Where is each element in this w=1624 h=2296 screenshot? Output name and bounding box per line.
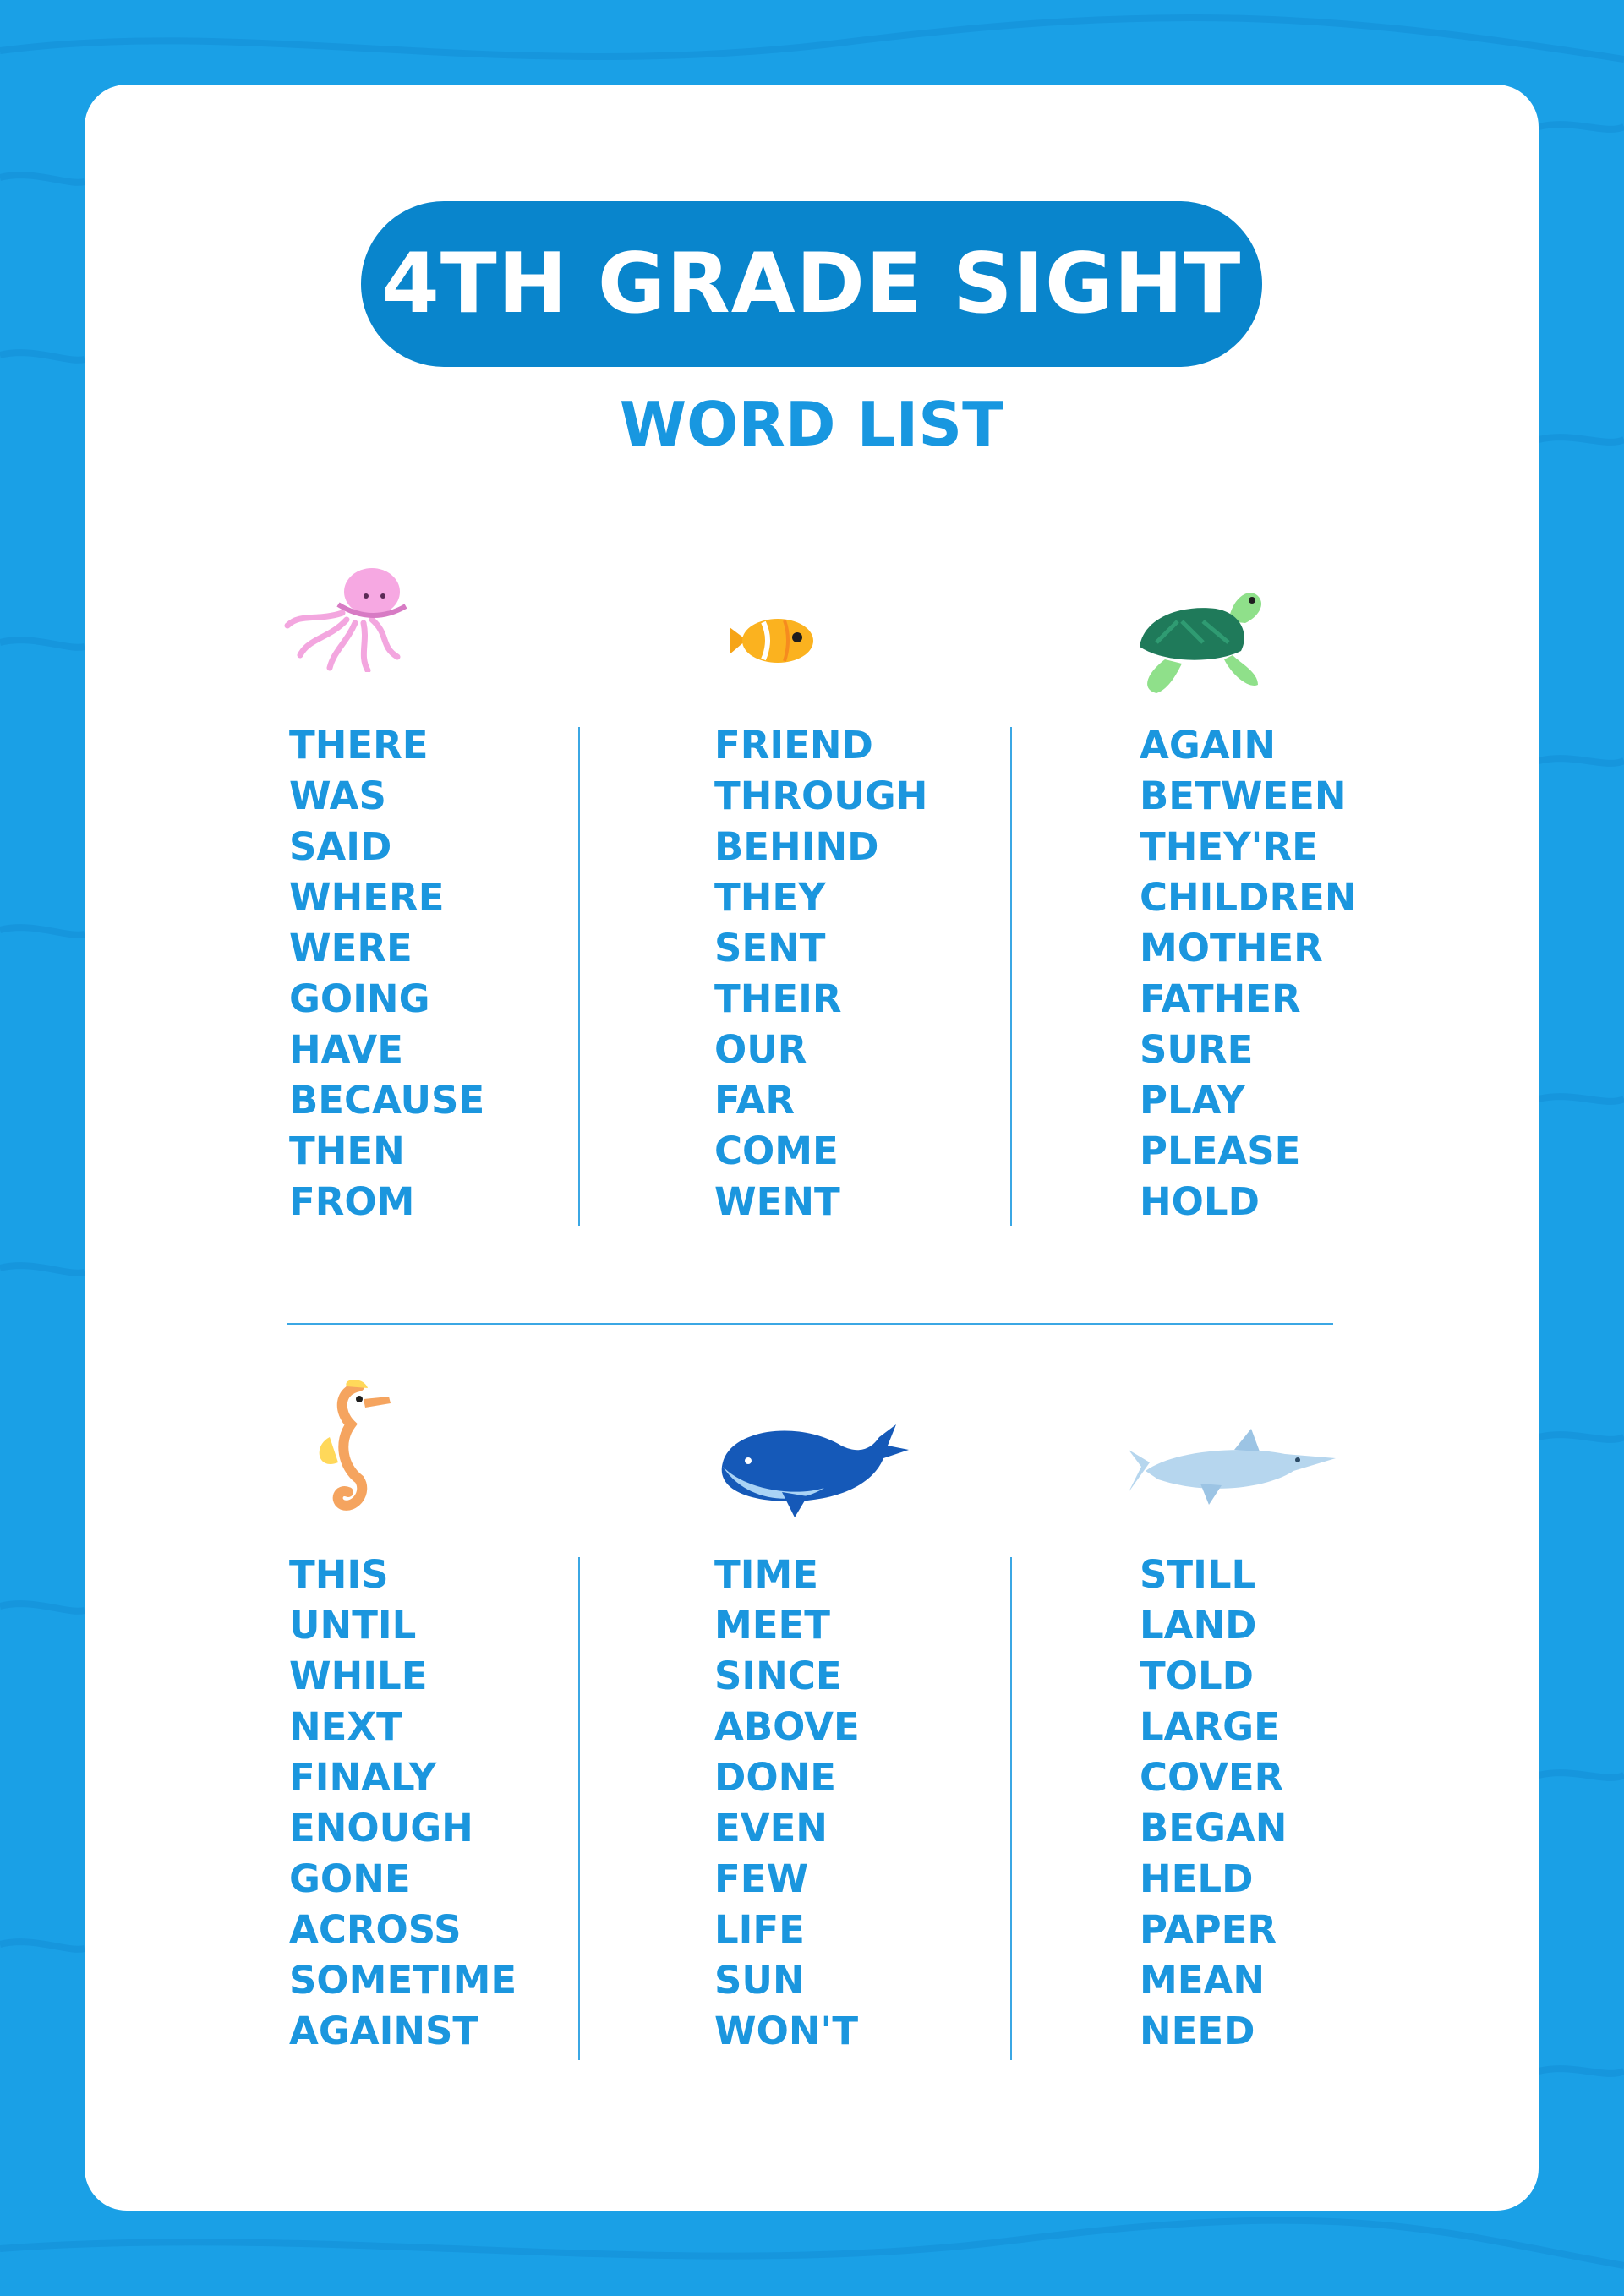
word-column-6	[1140, 1550, 1287, 2057]
word-column-4	[289, 1550, 517, 2057]
sight-word: WHILE	[289, 1654, 428, 1698]
column-divider	[578, 1557, 580, 2060]
sight-word: SENT	[714, 926, 826, 970]
sight-word: SOMETIME	[289, 1958, 517, 2003]
worksheet-card	[85, 85, 1539, 2211]
sight-word: STILL	[1140, 1552, 1256, 1597]
sight-word: BETWEEN	[1140, 774, 1347, 818]
title-banner	[361, 201, 1262, 367]
sight-word: GONE	[289, 1856, 411, 1901]
sight-word: THEY'RE	[1140, 824, 1318, 869]
section-divider	[287, 1323, 1333, 1325]
sight-word: FATHER	[1140, 976, 1301, 1021]
sight-word: TOLD	[1140, 1654, 1254, 1698]
sight-word: SURE	[1140, 1027, 1254, 1072]
sight-word: THEIR	[714, 976, 842, 1021]
whale-icon	[714, 1412, 913, 1522]
sight-word: ENOUGH	[289, 1806, 473, 1850]
sight-word: UNTIL	[289, 1603, 417, 1648]
sight-word: WHERE	[289, 875, 445, 920]
sight-word: COVER	[1140, 1755, 1284, 1800]
sight-word: WON'T	[714, 2009, 859, 2053]
sight-word: ACROSS	[289, 1907, 462, 1952]
column-divider	[1010, 727, 1012, 1226]
sight-word: LARGE	[1140, 1704, 1280, 1749]
sight-word: PLAY	[1140, 1078, 1245, 1123]
sight-word: PLEASE	[1140, 1129, 1301, 1173]
sight-word: SINCE	[714, 1654, 842, 1698]
turtle-icon	[1131, 571, 1288, 702]
sight-word: HAVE	[289, 1027, 403, 1072]
sight-word: EVEN	[714, 1806, 828, 1850]
sight-word: CHILDREN	[1140, 875, 1357, 920]
sight-word: ABOVE	[714, 1704, 860, 1749]
sight-word: THROUGH	[714, 774, 928, 818]
word-column-5	[714, 1550, 860, 2057]
sight-word: AGAINST	[289, 2009, 479, 2053]
sight-word: FEW	[714, 1856, 809, 1901]
sight-word: SAID	[289, 824, 392, 869]
sight-word: MEET	[714, 1603, 830, 1648]
word-column-2	[714, 720, 927, 1227]
seahorse-icon	[313, 1378, 406, 1517]
dolphin-icon	[1124, 1424, 1344, 1517]
word-column-1	[289, 720, 484, 1227]
sight-word: THEY	[714, 875, 826, 920]
sight-word: LAND	[1140, 1603, 1257, 1648]
sight-word: NEXT	[289, 1704, 402, 1749]
sight-word: FAR	[714, 1078, 796, 1123]
sight-word: FINALY	[289, 1755, 437, 1800]
sight-word: COME	[714, 1129, 839, 1173]
sight-word: GOING	[289, 976, 430, 1021]
sight-word: OUR	[714, 1027, 807, 1072]
column-divider	[1010, 1557, 1012, 2060]
sight-word: THIS	[289, 1552, 389, 1597]
sight-word: HOLD	[1140, 1179, 1260, 1224]
sight-word: TIME	[714, 1552, 818, 1597]
sight-word: MOTHER	[1140, 926, 1323, 970]
sight-word: FRIEND	[714, 723, 873, 768]
sight-word: LIFE	[714, 1907, 805, 1952]
sight-word: THERE	[289, 723, 429, 768]
fish-icon	[725, 610, 818, 670]
sight-word: WENT	[714, 1179, 840, 1224]
sight-word: NEED	[1140, 2009, 1255, 2053]
sight-word: FROM	[289, 1179, 415, 1224]
sight-word: BEHIND	[714, 824, 879, 869]
sight-word: DONE	[714, 1755, 837, 1800]
sight-word: THEN	[289, 1129, 405, 1173]
sight-word: BECAUSE	[289, 1078, 485, 1123]
sight-word: WERE	[289, 926, 413, 970]
sight-word: HELD	[1140, 1856, 1254, 1901]
sight-word: PAPER	[1140, 1907, 1277, 1952]
sight-word: WAS	[289, 774, 386, 818]
sight-word: SUN	[714, 1958, 805, 2003]
page-title: 4TH GRADE SIGHT	[381, 236, 1242, 332]
sight-word: AGAIN	[1140, 723, 1276, 768]
word-column-3	[1140, 720, 1357, 1227]
jellyfish-icon	[283, 545, 418, 672]
column-divider	[578, 727, 580, 1226]
sight-word: MEAN	[1140, 1958, 1266, 2003]
page-subtitle: WORD LIST	[619, 389, 1004, 460]
sight-word: BEGAN	[1140, 1806, 1288, 1850]
